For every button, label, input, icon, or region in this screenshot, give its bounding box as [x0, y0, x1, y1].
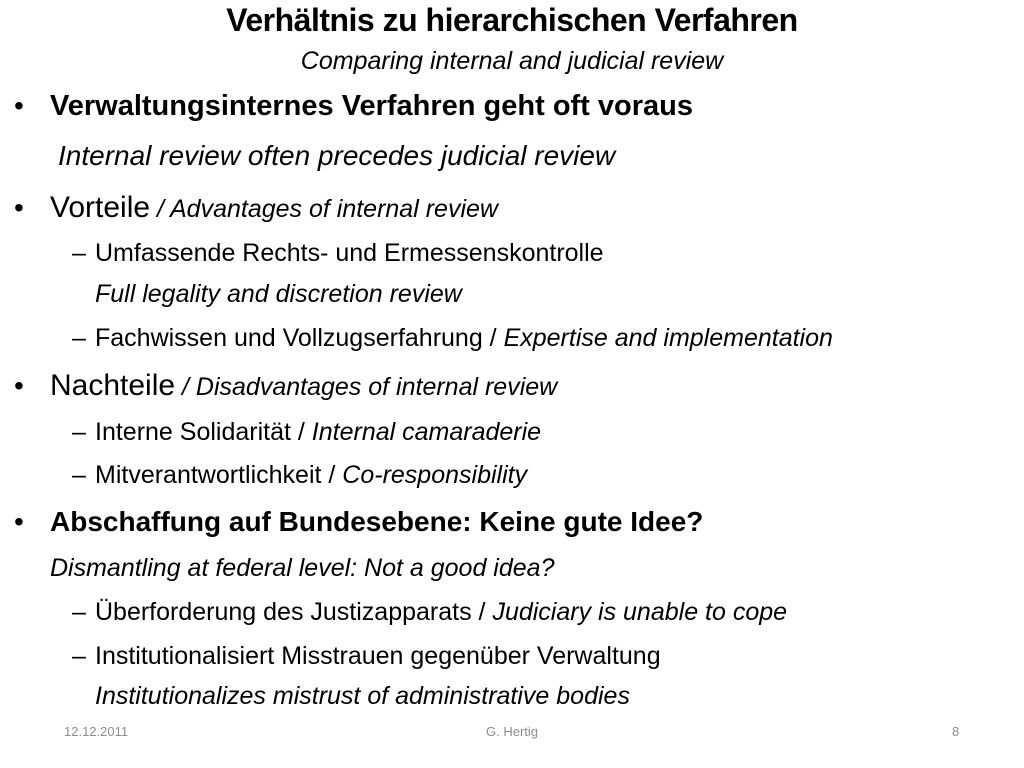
bullet-marker: •: [14, 506, 24, 537]
subitem-4-1: [95, 594, 787, 630]
bullet-marker: •: [14, 90, 24, 121]
dash-marker: –: [72, 598, 86, 626]
subitem-3-2-english: Co-responsibility: [342, 461, 528, 489]
bullet-2-english: / Advantages of internal review: [150, 195, 498, 223]
slide-subtitle: Comparing internal and judicial review: [300, 47, 724, 75]
footer-date: 12.12.2011: [64, 724, 129, 739]
bullet-3-german: Nachteile: [50, 369, 176, 402]
bullet-marker: •: [14, 192, 24, 223]
footer-page-number: 8: [952, 724, 960, 739]
subitem-2-2-german: Fachwissen und Vollzugserfahrung /: [95, 324, 504, 352]
slide-title: Verhältnis zu hierarchischen Verfahren: [226, 2, 798, 38]
bullet-4-english: Dismantling at federal level: Not a good idea?: [50, 554, 555, 582]
subitem-4-2-german: Institutionalisiert Misstrauen gegenüber Verwaltung: [95, 642, 661, 670]
dash-marker: –: [72, 418, 86, 446]
dash-marker: –: [72, 642, 86, 670]
subitem-3-2-german: Mitverantwortlichkeit /: [95, 461, 343, 489]
subitem-2-1-german: Umfassende Rechts- und Ermessenskontrolle: [95, 239, 604, 267]
bullet-2: [50, 190, 498, 231]
footer-author: G. Hertig: [485, 724, 538, 739]
subitem-3-2: [95, 457, 527, 493]
subitem-4-1-english: Judiciary is unable to cope: [492, 598, 788, 626]
dash-marker: –: [72, 461, 86, 489]
bullet-3: [50, 368, 557, 409]
subitem-4-1-german: Überforderung des Justizapparats /: [95, 598, 493, 626]
bullet-4-german: Abschaffung auf Bundesebene: Keine gute Idee?: [50, 506, 704, 537]
dash-marker: –: [72, 324, 86, 352]
bullet-2-german: Vorteile: [50, 191, 151, 224]
dash-marker: –: [72, 239, 86, 267]
bullet-1-german: Verwaltungsinternes Verfahren geht oft voraus: [50, 90, 693, 122]
subitem-3-1: [95, 414, 541, 450]
bullet-1-english: Internal review often precedes judicial review: [58, 140, 616, 171]
subitem-4-2-english: Institutionalizes mistrust of administrative bodies: [95, 682, 630, 710]
subitem-3-1-german: Interne Solidarität /: [95, 418, 312, 446]
subitem-3-1-english: Internal camaraderie: [311, 418, 542, 446]
subitem-2-1-english: Full legality and discretion review: [95, 280, 462, 308]
bullet-3-english: / Disadvantages of internal review: [175, 373, 558, 401]
subitem-2-2-english: Expertise and implementation: [503, 324, 833, 352]
bullet-marker: •: [14, 370, 24, 401]
subitem-2-2: [95, 320, 833, 356]
